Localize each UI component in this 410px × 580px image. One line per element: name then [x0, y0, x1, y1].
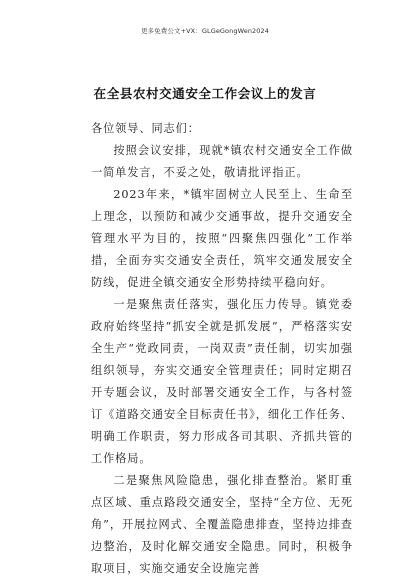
page-title: 在全县农村交通安全工作会议上的发言: [93, 86, 317, 101]
salutation: 各位领导、同志们：: [91, 122, 200, 135]
paragraph-opening: 按照会议安排，现就*镇农村交通安全工作做一简单发言，不妥之处，敬请批评指正。: [91, 144, 353, 179]
document-body: [91, 118, 353, 580]
paragraph-responsibility: 一是聚焦责任落实，强化压力传导。镇党委政府始终坚持“抓安全就是抓发展”，严格落实安全生产“党政同责，一岗双责”责任制，切实加强组织领导，夯实交通安全管理责任；同时定期召开专题会议，及时部署交通安全工作，与各村签订《道路交通安全目标责任书》，细化工作任务、明确工作职责，努力形成各司其职、齐抓共管的工作格局。: [91, 298, 353, 465]
paragraph-overview: 2023年来，*镇牢固树立人民至上、生命至上理念，以预防和减少交通事故，提升交通安全管理水平为目的，按照“四聚焦四强化”工作举措，全面夯实交通安全责任，筑牢交通发展安全防线，促进全镇交通安全形势持续平稳向好。: [91, 188, 353, 289]
paragraph-risk: 二是聚焦风险隐患，强化排查整治。紧盯重点区域、重点路段交通安全，坚持“全方位、无死角”，开展拉网式、全覆盖隐患排查，坚持边排查边整治，及时化解交通安全隐患。同时，积极争取项目，实施交通安全设施完善: [91, 474, 353, 575]
header-note: 更多免费公文+VX：GLGeGongWen2024: [140, 27, 269, 35]
